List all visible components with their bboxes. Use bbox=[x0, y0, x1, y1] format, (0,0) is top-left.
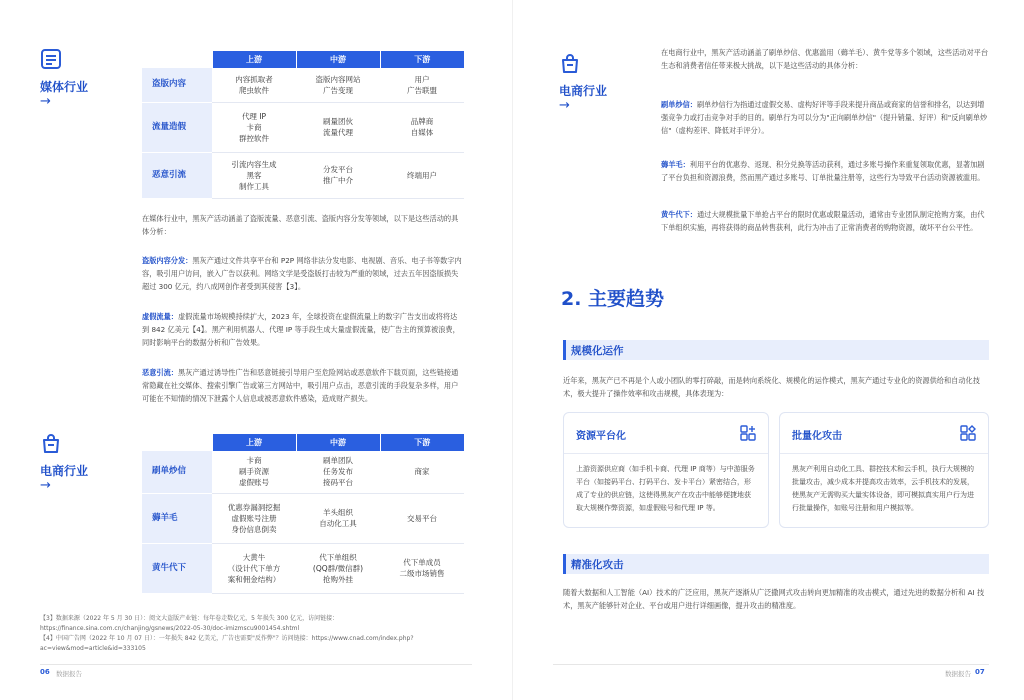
ecommerce-arrow-icon: → bbox=[559, 98, 570, 113]
table-cell: 优惠券漏洞挖掘 虚假账号注册 身份信息倒卖 bbox=[212, 493, 296, 543]
piracy-paragraph bbox=[142, 254, 464, 293]
header-midstream: 中游 bbox=[296, 434, 380, 451]
section-scale-title: 规模化运作 bbox=[571, 345, 624, 357]
brushing-paragraph bbox=[661, 98, 989, 137]
table-cell: 代下单成员 二级市场销售 bbox=[380, 543, 464, 593]
media-intro-paragraph: 在媒体行业中，黑灰产活动涵盖了盗版流量、恶意引流、盗版内容分发等领域，以下是这些活动的具体分析： bbox=[142, 214, 459, 236]
footer-divider bbox=[40, 664, 472, 665]
row-category: 刷单炒信 bbox=[142, 451, 212, 493]
row-category: 恶意引流 bbox=[142, 152, 212, 198]
coupon-abuse-paragraph bbox=[661, 158, 989, 184]
table-cell: 品牌商 自媒体 bbox=[380, 102, 464, 152]
card-resource-platform bbox=[563, 412, 769, 528]
ecommerce-chain-table bbox=[142, 434, 464, 594]
card-batch-attack-text: 黑灰产利用自动化工具、群控技术和云手机，执行大规模的批量攻击，减少成本并提高攻击效率，云手机技术的发展，使黑灰产无需购买大量实体设备，即可模拟真实用户行为进行批量操作，如账号注册和用户模拟等。 bbox=[792, 465, 974, 512]
table-cell: 代下单组织 (QQ群/微信群) 抢购外挂 bbox=[296, 543, 380, 593]
malicious-redirect-text: 黑灰产通过诱导性广告和恶意链接引导用户至危险网站或恶意软件下载页面，这些链接通常隐藏在社交媒体、搜索引擎广告或第三方网站中，吸引用户点击，恶意引流的手段复杂多样，用户可能在不知情的情况下泄露个人信息或被恶意软件感染，造成财产损失。 bbox=[142, 368, 459, 403]
header-upstream: 上游 bbox=[212, 51, 296, 68]
section-precision-title: 精准化攻击 bbox=[571, 559, 624, 571]
scalper-paragraph bbox=[661, 208, 989, 234]
table-cell: 内容抓取者 爬虫软件 bbox=[212, 68, 296, 102]
table-row bbox=[142, 102, 464, 152]
header-downstream: 下游 bbox=[380, 51, 464, 68]
trends-title: 2. 主要趋势 bbox=[561, 288, 665, 310]
card-resource-platform-text: 上游资源供应商（如手机卡商、代理 IP 商等）与中游服务平台（如接码平台、打码平台、发卡平台）紧密结合，形成了专业的供应链，这使得黑灰产在攻击中能够便捷地获取大规模作弊资源，如虚假账号和代理 IP 等。 bbox=[576, 465, 755, 512]
page-number: 06 bbox=[40, 668, 50, 676]
card-batch-attack bbox=[779, 412, 989, 528]
row-category: 黄牛代下 bbox=[142, 543, 212, 593]
table-cell: 羊头组织 自动化工具 bbox=[296, 493, 380, 543]
table-row bbox=[142, 152, 464, 198]
table-row bbox=[142, 543, 464, 593]
table-cell: 终端用户 bbox=[380, 152, 464, 198]
header-midstream: 中游 bbox=[296, 51, 380, 68]
table-cell: 盗版内容网站 广告变现 bbox=[296, 68, 380, 102]
table-row bbox=[142, 451, 464, 493]
brushing-heading: 刷单炒信： bbox=[661, 100, 697, 109]
brushing-text: 刷单炒信行为指通过虚假交易、虚构好评等手段来提升商品或商家的信誉和排名，以达到增强竞争力或打击竞争对手的目的。刷单行为可以分为"正向刷单炒信"（提升销量、好评）和"反向刷单炒信"（虚构差评、降低对手评分）。 bbox=[661, 100, 988, 135]
table-cell: 交易平台 bbox=[380, 493, 464, 543]
scalper-heading: 黄牛代下： bbox=[661, 210, 697, 219]
grid-plus-icon bbox=[740, 425, 756, 441]
row-category: 盗版内容 bbox=[142, 68, 212, 102]
fake-traffic-text: 虚假流量市场规模持续扩大，2023 年，全球投资在虚假流量上的数字广告支出或将将达到 842 亿美元【4】。黑产利用机器人、代理 IP 等手段生成大量虚假流量，使广告主的预算被浪费，同时影响平台的数据分析和广告效果。 bbox=[142, 312, 460, 347]
fake-traffic-paragraph bbox=[142, 310, 464, 349]
scalper-text: 通过大规模批量下单抢占平台的限时优惠或限量活动，通常由专业团队制定抢购方案，由代下单组织实施，再将获得的商品转售获利，此行为冲击了正常消费者的购物资源，破坏平台公平性。 bbox=[661, 210, 985, 232]
header-downstream: 下游 bbox=[380, 434, 464, 451]
table-cell: 分发平台 推广中介 bbox=[296, 152, 380, 198]
coupon-abuse-heading: 薅羊毛： bbox=[661, 160, 690, 169]
scale-intro-paragraph: 近年来，黑灰产已不再是个人或小团队的零打碎敲，而是转向系统化、规模化的运作模式，黑灰产通过专业化的资源供给和自动化技术，极大提升了操作效率和攻击规模，具体表现为： bbox=[563, 376, 980, 398]
page-footer-name: 数据报告 bbox=[56, 670, 82, 678]
section-scale-bar bbox=[563, 340, 989, 360]
footnote-4: 【4】中国广告网（2022 年 10 月 07 日）：一年损失 842 亿美元，广告也需要"反作弊"？访问链接：https://www.cnad.com/index.php?ac=view&mod=article&id=333105 bbox=[40, 635, 414, 652]
ecommerce-industry-title: 电商行业 bbox=[559, 84, 608, 98]
ecommerce-intro-paragraph: 在电商行业中，黑灰产活动涵盖了刷单炒信、优惠滥用（薅羊毛）、黄牛党等多个领域，这些活动对平台生态和消费者信任带来极大挑战，以下是这些活动的具体分析： bbox=[661, 48, 989, 70]
shopping-bag-icon bbox=[559, 52, 581, 74]
malicious-redirect-paragraph bbox=[142, 366, 464, 405]
card-batch-attack-title: 批量化攻击 bbox=[792, 431, 842, 442]
card-resource-platform-title: 资源平台化 bbox=[576, 431, 626, 442]
row-category: 流量造假 bbox=[142, 102, 212, 152]
ecommerce-arrow-icon: → bbox=[40, 478, 51, 493]
table-cell: 引流内容生成 黑客 制作工具 bbox=[212, 152, 296, 198]
footer-divider bbox=[553, 664, 989, 665]
media-industry-title: 媒体行业 bbox=[40, 80, 89, 94]
section-precision-bar bbox=[563, 554, 989, 574]
table-cell: 刷量团伙 流量代理 bbox=[296, 102, 380, 152]
coupon-abuse-text: 利用平台的优惠券、返现、积分兑换等活动获利，通过多账号操作来重复领取优惠，显著加剧了平台负担和资源浪费，然而黑产通过多账号、订单批量注册等，这些行为导致平台活动资源被滥用。 bbox=[661, 160, 985, 182]
footnote-3: 【3】数据来源（2022 年 5 月 30 日）：阅文大盗版产业链：每年卷走数亿元，5 年损失 300 亿元，访问链接：https://finance.sina.com.cn/chanjing/gsnews/2022-05-30/doc-imizmscu9001454.shtml bbox=[40, 615, 339, 632]
row-category: 薅羊毛 bbox=[142, 493, 212, 543]
malicious-redirect-heading: 恶意引流： bbox=[142, 368, 178, 377]
table-cell: 大黄牛 （设计代下单方 案和佣金结构） bbox=[212, 543, 296, 593]
table-cell: 刷单团队 任务发布 接码平台 bbox=[296, 451, 380, 493]
table-cell: 卡商 刷手资源 虚假账号 bbox=[212, 451, 296, 493]
page-footer-name: 数据报告 bbox=[945, 670, 971, 678]
fake-traffic-heading: 虚假流量： bbox=[142, 312, 178, 321]
shopping-bag-icon bbox=[40, 432, 62, 454]
apps-icon bbox=[960, 425, 976, 441]
media-chain-table bbox=[142, 51, 464, 199]
header-upstream: 上游 bbox=[212, 434, 296, 451]
table-cell: 代理 IP 卡商 群控软件 bbox=[212, 102, 296, 152]
media-icon bbox=[40, 48, 62, 70]
right-page bbox=[512, 0, 1024, 700]
piracy-text: 黑灰产通过文件共享平台和 P2P 网络非法分发电影、电视剧、音乐、电子书等数字内容，吸引用户访问，嵌入广告以获利。网络文学是受盗版打击较为严重的领域，过去五年因盗版损失超过 300 亿元，约八成网创作者受到其侵害【3】。 bbox=[142, 256, 462, 291]
table-row bbox=[142, 68, 464, 102]
table-cell: 商家 bbox=[380, 451, 464, 493]
table-row bbox=[142, 493, 464, 543]
piracy-heading: 盗版内容分发： bbox=[142, 256, 193, 265]
page-number: 07 bbox=[975, 668, 985, 676]
table-cell: 用户 广告联盟 bbox=[380, 68, 464, 102]
media-arrow-icon: → bbox=[40, 94, 51, 109]
precision-paragraph: 随着大数据和人工智能（AI）技术的广泛应用，黑灰产逐渐从广泛撒网式攻击转向更加精准的攻击模式，通过先进的数据分析和 AI 技术，黑灰产能够针对企业、平台或用户进行详细画像，提升攻击的精准度。 bbox=[563, 588, 985, 610]
ecommerce-industry-title: 电商行业 bbox=[40, 464, 89, 478]
